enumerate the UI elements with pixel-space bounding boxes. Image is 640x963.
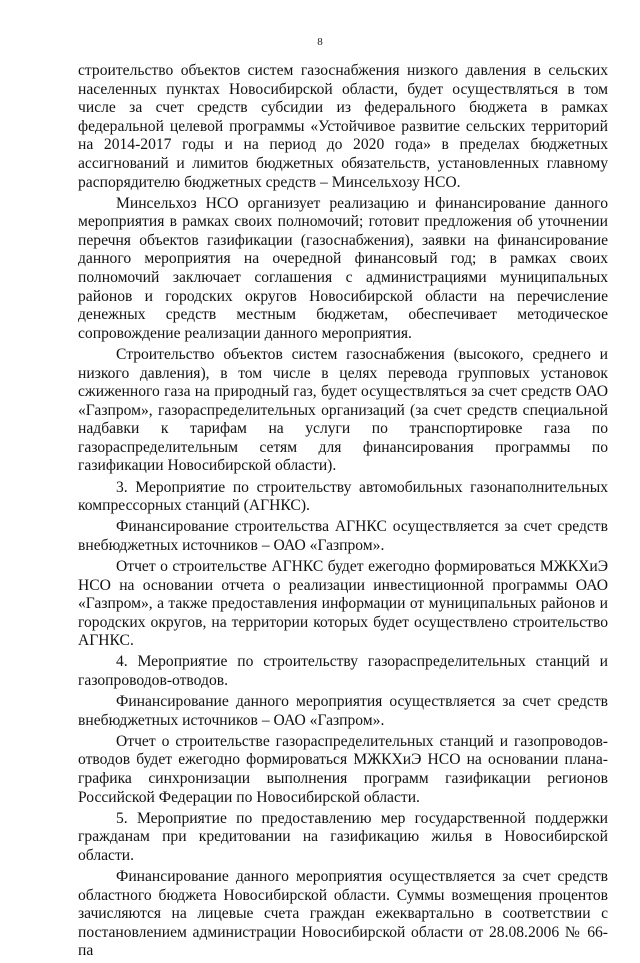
page-number: 8 xyxy=(317,36,323,48)
paragraph-11: Финансирование данного мероприятия осуществляется за счет средств областного бюджета Новосибирской области. Суммы возмещения процентов зачисляются на лицевые счета граждан ежеквартально в соответствии с постановлением администрации Новосибирской области от 28.08.2006 № 66-па xyxy=(78,867,608,960)
document-body xyxy=(78,62,608,963)
paragraph-3: Строительство объектов систем газоснабжения (высокого, среднего и низкого давления), в том числе в целях перевода групповых установок сжиженного газа на природный газ, будет осуществляться за счет средств ОАО «Газпром», газораспределительных организаций (за счет средств специальной надбавки к тарифам на услуги по транспортировке газа по газораспределительным сетям для финансирования программы по газификации Новосибирской области). xyxy=(78,345,608,475)
paragraph-10-heading: 5. Мероприятие по предоставлению мер государственной поддержки гражданам при кредитовании на газификацию жилья в Новосибирской области. xyxy=(78,809,608,864)
paragraph-4-heading: 3. Мероприятие по строительству автомобильных газонаполнительных компрессорных станций (АГНКС). xyxy=(78,478,608,515)
paragraph-2: Минсельхоз НСО организует реализацию и финансирование данного мероприятия в рамках своих полномочий; готовит предложения об уточнении перечня объектов газификации (газоснабжения), заявки на финансирование данного мероприятия на очередной финансовый год; в рамках своих полномочий заключает соглашения с администрациями муниципальных районов и городских округов Новосибирской области на перечисление денежных средств местным бюджетам, обеспечивает методическое сопровождение реализации данного мероприятия. xyxy=(78,194,608,342)
paragraph-6: Отчет о строительстве АГНКС будет ежегодно формироваться МЖКХиЭ НСО на основании отчета о реализации инвестиционной программы ОАО «Газпром», а также предоставления информации от муниципальных районов и городских округов, на территории которых будет осуществлено строительство АГНКС. xyxy=(78,557,608,650)
paragraph-7-heading: 4. Мероприятие по строительству газораспределительных станций и газопроводов-отводов. xyxy=(78,653,608,689)
paragraph-5: Финансирование строительства АГНКС осуществляется за счет средств внебюджетных источников – ОАО «Газпром». xyxy=(78,518,608,554)
paragraph-8: Финансирование данного мероприятия осуществляется за счет средств внебюджетных источников – ОАО «Газпром». xyxy=(78,693,608,729)
paragraph-1: строительство объектов систем газоснабжения низкого давления в сельских населенных пунктах Новосибирской области, будет осуществляться в том числе за счет средств субсидии из федерального бюджета в рамках федеральной целевой программы «Устойчивое развитие сельских территорий на 2014-2017 годы и на период до 2020 года» в пределах бюджетных ассигнований и лимитов бюджетных обязательств, установленных главному распорядителю бюджетных средств – Минсельхозу НСО. xyxy=(78,62,608,191)
paragraph-9: Отчет о строительстве газораспределительных станций и газопроводов-отводов будет ежегодно формироваться МЖКХиЭ НСО на основании плана-графика синхронизации выполнения программ газификации регионов Российской Федерации по Новосибирской области. xyxy=(78,732,608,806)
